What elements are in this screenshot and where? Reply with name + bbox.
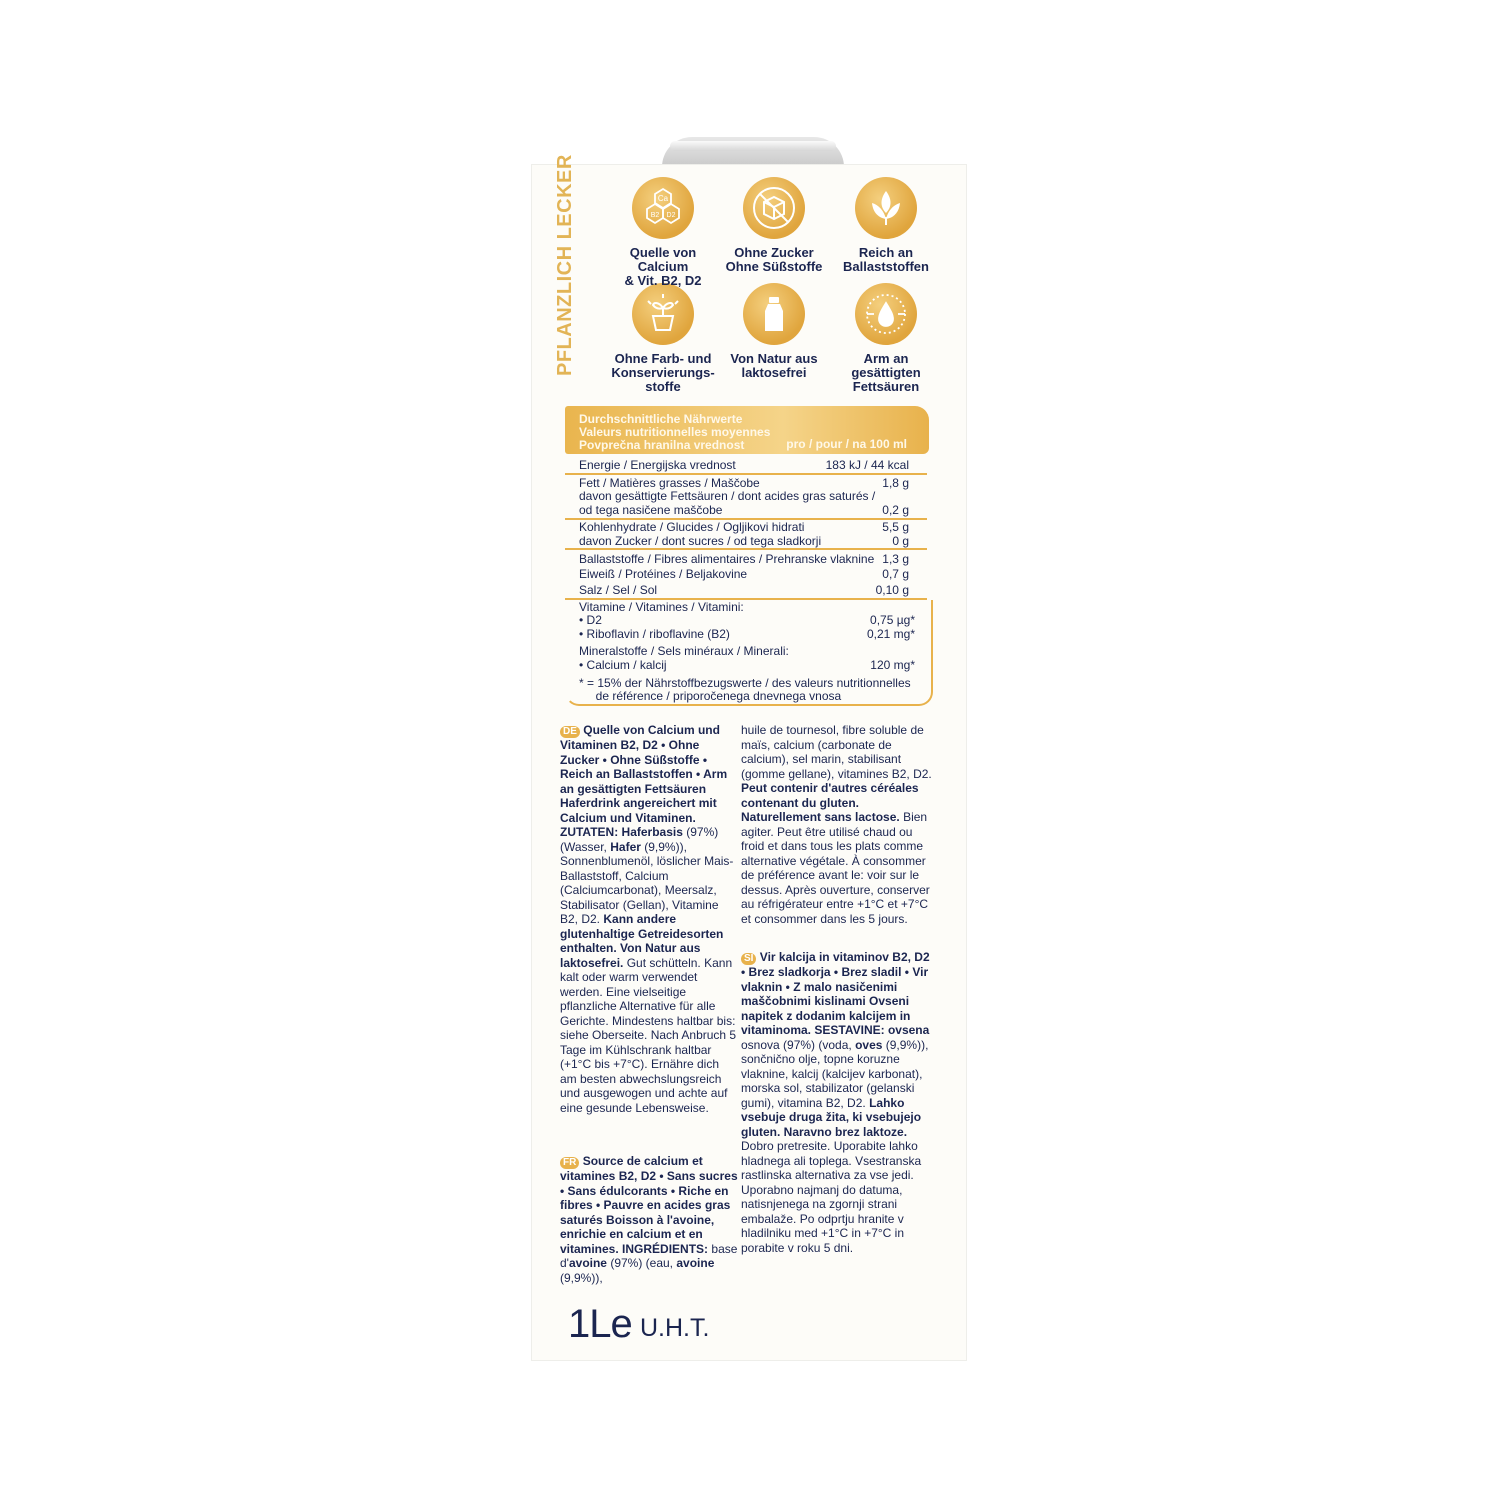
nutrition-row: • Riboflavin / riboflavine (B2) 0,21 mg* — [579, 627, 915, 641]
plant-pot-icon — [632, 283, 694, 345]
nutrition-footnote: de référence / priporočenega dnevnega vnosa — [579, 689, 842, 703]
volume-label: 1Le — [568, 1302, 632, 1346]
nutrition-row: Mineralstoffe / Sels minéraux / Minerali: — [579, 644, 789, 658]
nutrition-unit: pro / pour / na 100 ml — [786, 437, 907, 451]
drop-icon — [855, 283, 917, 345]
benefit-no-sugar: Ohne Zucker Ohne Süßstoffe — [725, 245, 823, 274]
benefit-low-saturated-fat: Arm an gesättigten Fettsäuren — [851, 351, 921, 394]
side-label: PFLANZLICH LECKER — [554, 154, 576, 376]
svg-text:B2: B2 — [650, 212, 660, 219]
nutrition-row: • Calcium / kalcij 120 mg* — [579, 658, 915, 672]
nutrition-header — [565, 406, 929, 454]
table-divider — [565, 548, 927, 550]
benefit-fiber: Reich an Ballaststoffen — [843, 245, 929, 274]
calcium-vitamin-icon — [632, 177, 694, 239]
svg-text:Ca: Ca — [657, 194, 669, 203]
nutrition-row: Energie / Energijska vrednost 183 kJ / 44 kcal — [579, 458, 909, 472]
nutrition-row: davon Zucker / dont sucres / od tega sladkorji 0 g — [579, 534, 909, 548]
nutrition-row: Eiweiß / Protéines / Beljakovine 0,7 g — [579, 567, 909, 581]
ingredients-fr: FR Source de calcium et vitamines B2, D2 • Sans sucres • Sans édulcorants • Riche en fibres • Pauvre en acides gras saturés Boisson à l'avoine, enrichie en calcium et en vitamines. INGRÉDIENTS: base d'avoine (97%) (eau, avoine (9,9%)), — [560, 1154, 738, 1285]
nutrition-row: Kohlenhydrate / Glucides / Ogljikovi hidrati 5,5 g — [579, 520, 909, 534]
nutrition-title-sl: Povprečna hranilna vrednost — [579, 438, 745, 452]
nutrition-row: • D2 0,75 µg* — [579, 613, 915, 627]
nutrition-title-fr: Valeurs nutritionnelles moyennes — [579, 425, 771, 439]
nutrition-row: Fett / Matières grasses / Maščobe 1,8 g — [579, 476, 909, 490]
ingredients-si: SI Vir kalcija in vitaminov B2, D2 • Brez sladkorja • Brez sladil • Vir vlaknin • Z malo nasičenimi maščobnimi kislinami Ovseni napitek z dodanim kalcijem in vitaminoma. SESTAVINE: ovsena osnova (97%) (voda, oves (9,9%)), sončnično olje, topne koruzne vlaknine, kalcij (kalcijev karbonat), morska sol, stabilizator (gelanski gumi), vitamina B2, D2. Lahko vsebuje druga žita, ki vsebujejo gluten. Naravno brez laktoze. Dobro pretresite. Uporabite lahko hladnega ali toplega. Vsestranska rastlinska alternativa za vse jedi. Uporabno najmanj do datuma, natisnjenega na zgornji strani embalaže. Po odprtju hranite v hladilniku med +1°C in +7°C in porabite v roku 5 dni. — [741, 950, 930, 1255]
flag-fr: FR — [560, 1157, 579, 1169]
nutrition-footnote: * = 15% der Nährstoffbezugswerte / des valeurs nutritionnelles — [579, 676, 911, 690]
flag-de: DE — [560, 726, 580, 738]
table-divider — [565, 473, 927, 475]
nutrition-row: Ballaststoffe / Fibres alimentaires / Prehranske vlaknine 1,3 g — [579, 552, 909, 566]
svg-text:D2: D2 — [666, 212, 676, 219]
carton-cap — [662, 137, 844, 167]
nutrition-row: od tega nasičene maščobe 0,2 g — [579, 503, 909, 517]
benefit-calcium: Quelle von Calcium & Vit. B2, D2 — [624, 245, 702, 288]
milk-bottle-icon — [743, 283, 805, 345]
nutrition-row: Salz / Sel / Sol 0,10 g — [579, 583, 909, 597]
nutrition-row: Vitamine / Vitamines / Vitamini: — [579, 600, 744, 614]
fiber-icon — [855, 177, 917, 239]
benefit-no-additives: Ohne Farb- und Konservierungs- stoffe — [611, 351, 715, 394]
ingredients-de: DE Quelle von Calcium und Vitaminen B2, D2 • Ohne Zucker • Ohne Süßstoffe • Reich an Ballaststoffen • Arm an gesättigten Fettsäuren Haferdrink angereichert mit Calcium und Vitaminen. ZUTATEN: Haferbasis (97%) (Wasser, Hafer (9,9%)), Sonnenblumenöl, löslicher Mais-Ballaststoff, Calcium (Calciumcarbonat), Meersalz, Stabilisator (Gellan), Vitamine B2, D2. Kann andere glutenhaltige Getreidesorten enthalten. Von Natur aus laktosefrei. Gut schütteln. Kann kalt oder warm verwendet werden. Eine vielseitige pflanzliche Alternative für alle Gerichte. Mindestens haltbar bis: siehe Oberseite. Nach Anbruch 5 Tage im Kühlschrank haltbar (+1°C bis +7°C). Ernähre dich am besten abwechslungsreich und ausgewogen und achte auf eine gesunde Lebensweise. — [560, 723, 737, 1115]
flag-si: SI — [741, 953, 756, 965]
benefit-lactose-free: Von Natur aus laktosefrei — [730, 351, 818, 380]
nutrition-title-de: Durchschnittliche Nährwerte — [579, 412, 743, 426]
uht-label: U.H.T. — [640, 1314, 710, 1342]
nutrition-row: davon gesättigte Fettsäuren / dont acides gras saturés / — [579, 489, 876, 503]
no-sugar-icon — [743, 177, 805, 239]
ingredients-fr-continued: huile de tournesol, fibre soluble de maïs, calcium (carbonate de calcium), sel marin, stabilisant (gomme gellane), vitamines B2, D2. Peut contenir d'autres céréales contenant du gluten. Naturellement sans lactose. Bien agiter. Peut être utilisé chaud ou froid et dans tous les plats comme alternative végétale. À consommer de préférence avant le: voir sur le dessus. Après ouverture, conserver au réfrigérateur entre +1°C et +7°C et consommer dans les 5 jours. — [741, 723, 932, 926]
